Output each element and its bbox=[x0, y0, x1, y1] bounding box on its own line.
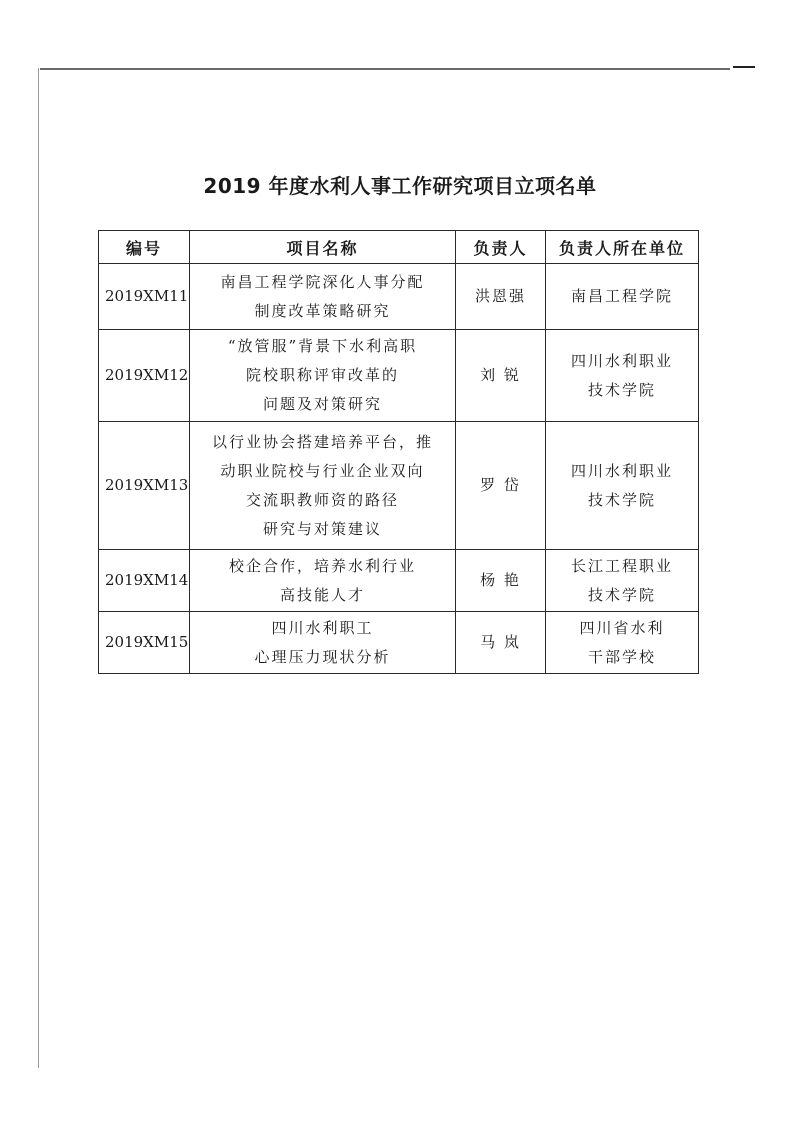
project-name bbox=[190, 330, 456, 422]
project-code: 2019XM12 bbox=[99, 330, 190, 422]
project-leader: 马 岚 bbox=[456, 612, 546, 674]
leader-unit-line: 干部学校 bbox=[587, 647, 656, 666]
leader-unit bbox=[546, 550, 699, 612]
project-name-line: “放管服”背景下水利高职 bbox=[227, 337, 418, 355]
project-name-line: 南昌工程学院深化人事分配 bbox=[220, 272, 425, 291]
table-row bbox=[99, 422, 699, 550]
project-name-line: 制度改革策略研究 bbox=[254, 301, 391, 320]
leader-unit bbox=[546, 330, 699, 422]
project-list-table bbox=[98, 230, 699, 674]
leader-unit bbox=[546, 612, 699, 674]
project-name-line: 研究与对策建议 bbox=[262, 519, 382, 538]
header-leader-unit: 负责人所在单位 bbox=[546, 231, 699, 264]
project-name-line: 问题及对策研究 bbox=[262, 395, 382, 413]
leader-unit-line: 四川水利职业 bbox=[570, 461, 673, 480]
project-name-line: 高技能人才 bbox=[279, 585, 365, 604]
leader-unit bbox=[546, 422, 699, 550]
project-name bbox=[190, 612, 456, 674]
scan-corner-mark bbox=[733, 66, 755, 68]
header-project-name: 项目名称 bbox=[190, 231, 456, 264]
project-code: 2019XM14 bbox=[99, 550, 190, 612]
project-name-line: 交流职教师资的路径 bbox=[245, 490, 399, 509]
project-leader: 罗 岱 bbox=[456, 422, 546, 550]
project-name bbox=[190, 550, 456, 612]
project-code: 2019XM11 bbox=[99, 264, 190, 330]
project-leader: 杨 艳 bbox=[456, 550, 546, 612]
leader-unit-line: 技术学院 bbox=[587, 380, 656, 399]
leader-unit-line: 南昌工程学院 bbox=[570, 287, 673, 305]
project-name-line: 校企合作，培养水利行业 bbox=[228, 556, 416, 575]
scan-border-left bbox=[38, 68, 39, 1068]
project-name-line: 四川水利职工 bbox=[271, 618, 374, 637]
scan-border-top bbox=[40, 68, 730, 70]
table-row bbox=[99, 330, 699, 422]
leader-unit-line: 长江工程职业 bbox=[570, 556, 673, 575]
project-leader: 洪恩强 bbox=[456, 264, 546, 330]
header-code: 编号 bbox=[99, 231, 190, 264]
leader-unit-line: 四川水利职业 bbox=[570, 351, 673, 370]
project-name bbox=[190, 264, 456, 330]
table-row bbox=[99, 264, 699, 330]
leader-unit-line: 四川省水利 bbox=[579, 618, 665, 637]
project-name-line: 院校职称评审改革的 bbox=[245, 366, 399, 384]
leader-unit bbox=[546, 264, 699, 330]
project-code: 2019XM15 bbox=[99, 612, 190, 674]
project-name-line: 心理压力现状分析 bbox=[254, 647, 391, 666]
leader-unit-line: 技术学院 bbox=[587, 585, 656, 604]
leader-unit-line: 技术学院 bbox=[587, 490, 656, 509]
table-header-row bbox=[99, 231, 699, 264]
project-name-line: 以行业协会搭建培养平台，推 bbox=[211, 432, 433, 451]
document-title: 2019 年度水利人事工作研究项目立项名单 bbox=[203, 174, 597, 198]
project-name-line: 动职业院校与行业企业双向 bbox=[220, 461, 425, 480]
table-row bbox=[99, 550, 699, 612]
table-row bbox=[99, 612, 699, 674]
project-name bbox=[190, 422, 456, 550]
header-leader: 负责人 bbox=[456, 231, 546, 264]
project-leader: 刘 锐 bbox=[456, 330, 546, 422]
project-code: 2019XM13 bbox=[99, 422, 190, 550]
